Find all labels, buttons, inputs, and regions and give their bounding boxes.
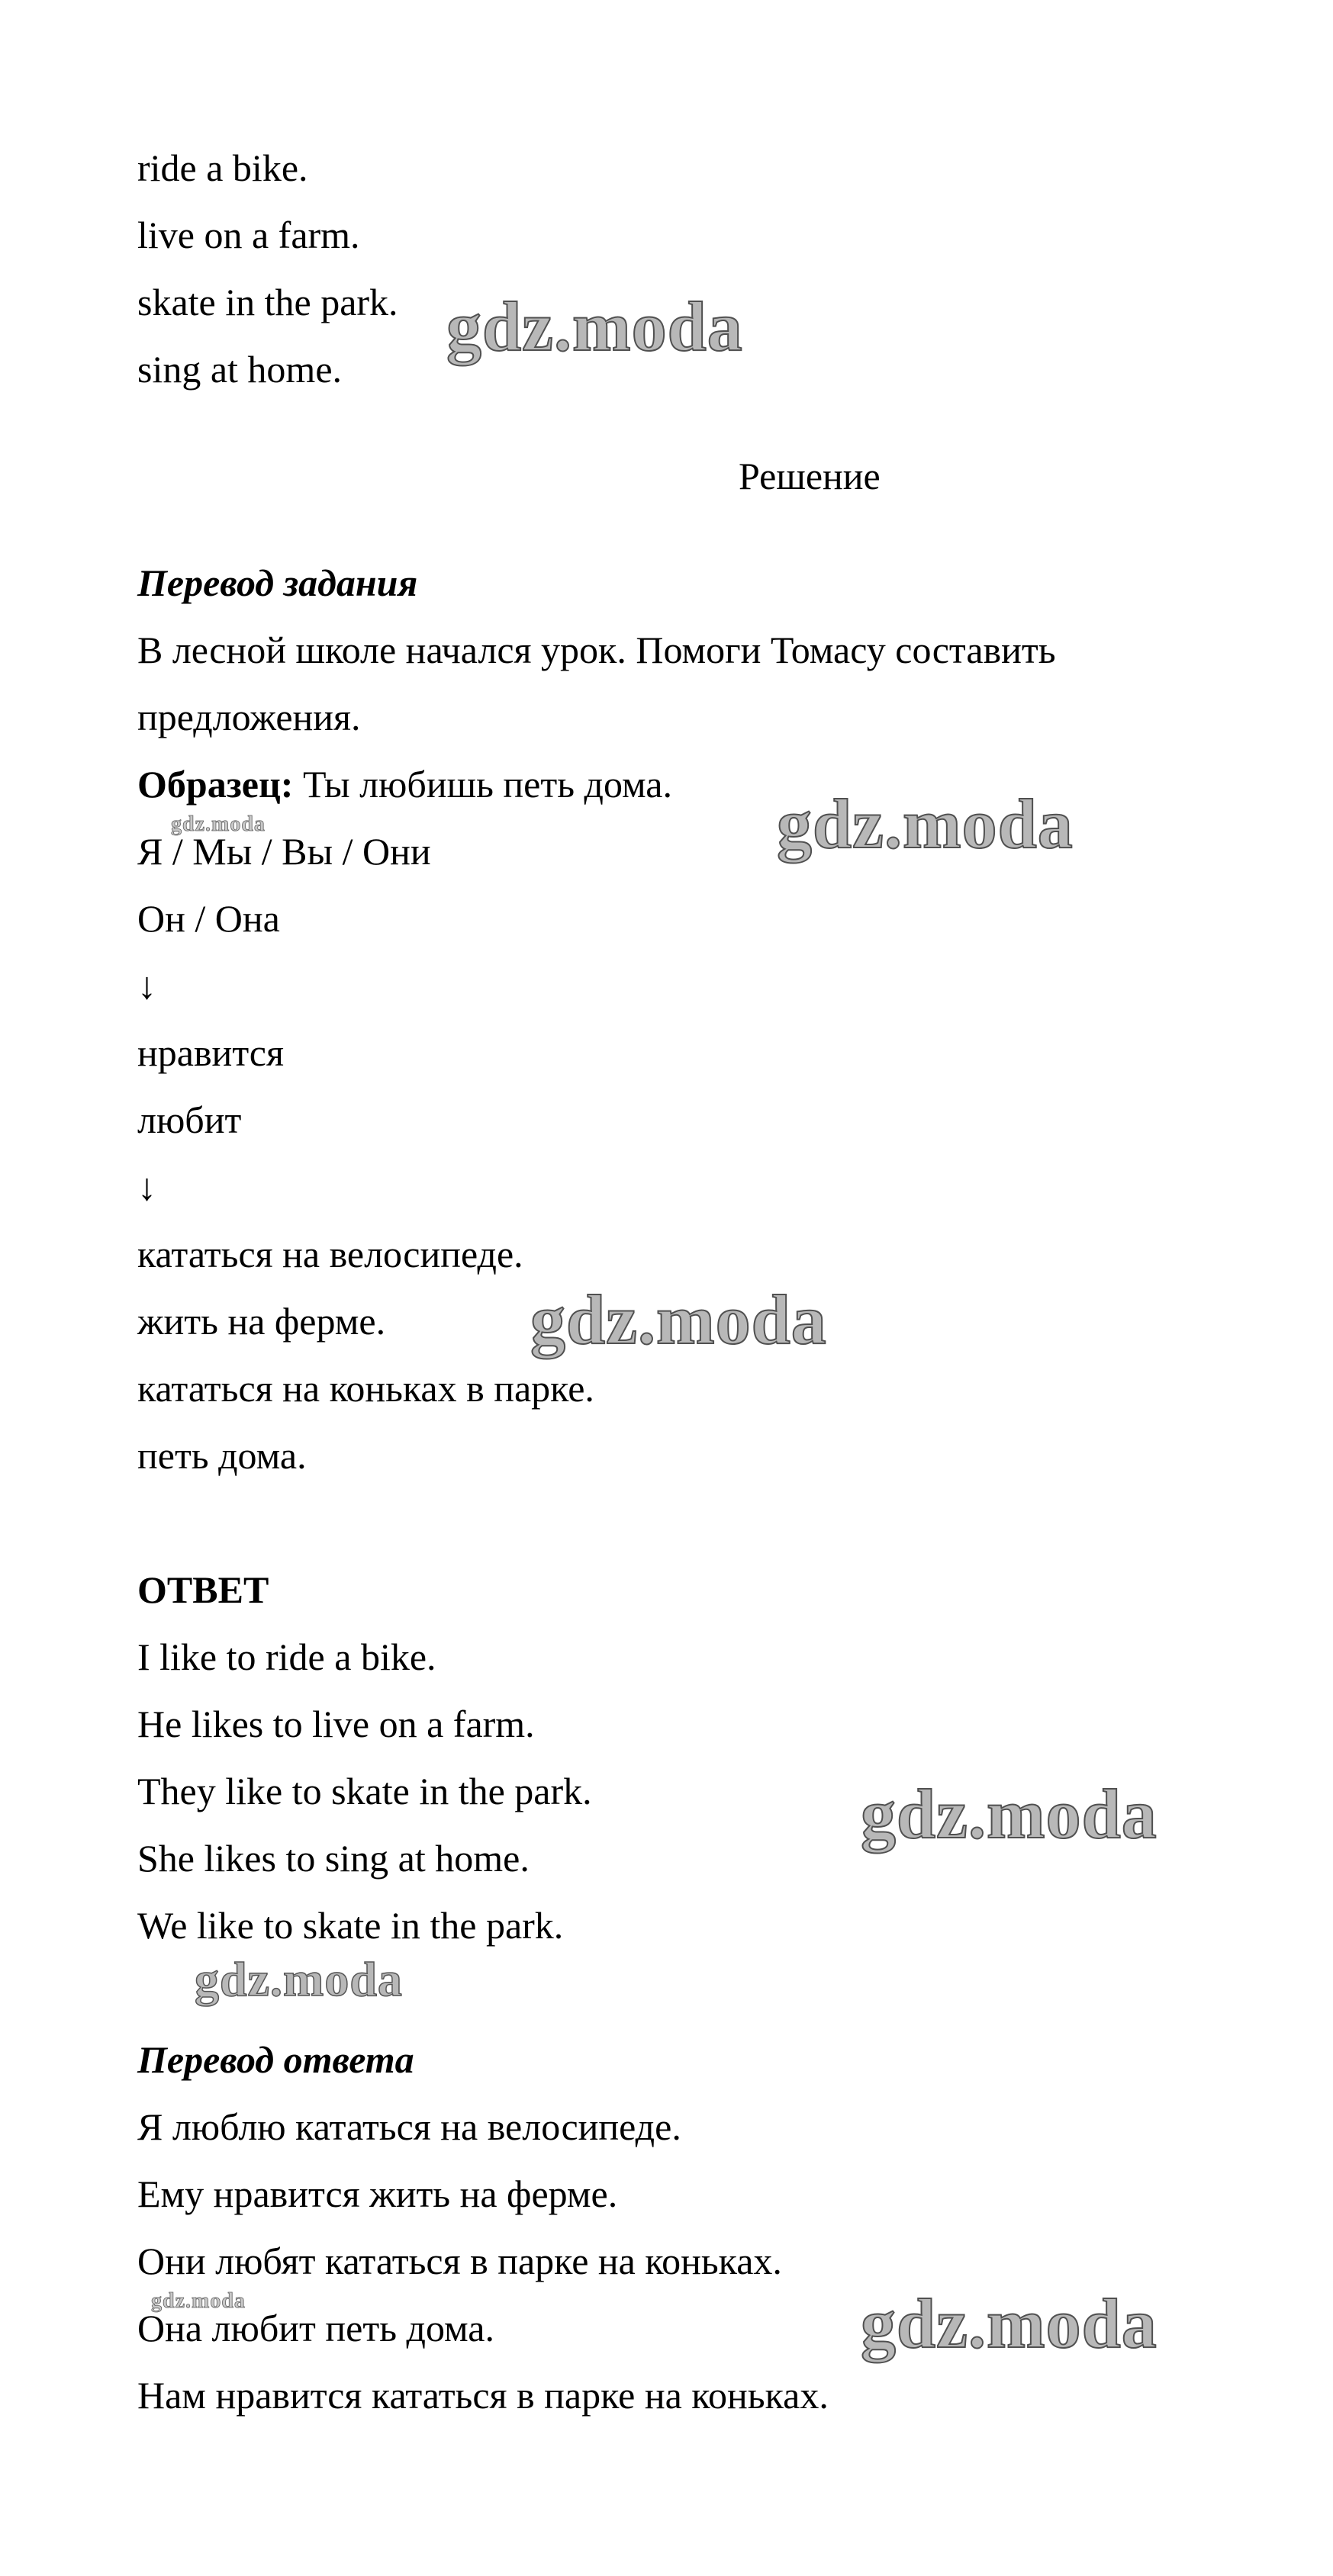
activity-line: кататься на коньках в парке. bbox=[137, 1367, 594, 1410]
activity-line: петь дома. bbox=[137, 1434, 307, 1477]
sample-text: Ты любишь петь дома. bbox=[293, 763, 672, 806]
down-arrow: ↓ bbox=[137, 964, 156, 1007]
watermark: gdz.moda bbox=[151, 2289, 246, 2313]
task-intro-line: предложения. bbox=[137, 696, 361, 738]
watermark: gdz.moda bbox=[861, 2285, 1158, 2362]
sample-label: Образец: bbox=[137, 763, 294, 806]
watermark: gdz.moda bbox=[530, 1281, 827, 1359]
activity-line: жить на ферме. bbox=[137, 1300, 386, 1343]
task-line: sing at home. bbox=[137, 348, 343, 391]
subjects-line: Он / Она bbox=[137, 897, 280, 940]
sample-line bbox=[137, 761, 672, 807]
answer-line: We like to skate in the park. bbox=[137, 1904, 564, 1947]
watermark: gdz.moda bbox=[171, 812, 266, 836]
answer-translation-line: Они любят кататься в парке на коньках. bbox=[137, 2240, 782, 2282]
solution-heading: Решение bbox=[739, 455, 881, 497]
watermark: gdz.moda bbox=[195, 1952, 403, 2006]
subjects-line: Я / Мы / Вы / Они bbox=[137, 830, 431, 873]
watermark: gdz.moda bbox=[777, 785, 1074, 863]
answer-translation-line: Ему нравится жить на ферме. bbox=[137, 2172, 618, 2215]
down-arrow: ↓ bbox=[137, 1166, 156, 1208]
answer-translation-heading: Перевод ответа bbox=[137, 2038, 414, 2081]
task-line: live on a farm. bbox=[137, 214, 360, 256]
answer-line: I like to ride a bike. bbox=[137, 1635, 436, 1678]
answer-line: She likes to sing at home. bbox=[137, 1837, 530, 1880]
task-line: ride a bike. bbox=[137, 146, 308, 189]
verb-line: нравится bbox=[137, 1031, 284, 1074]
answer-line: They like to skate in the park. bbox=[137, 1770, 592, 1812]
verb-line: любит bbox=[137, 1098, 242, 1141]
answer-translation-line: Я люблю кататься на велосипеде. bbox=[137, 2105, 681, 2148]
translation-task-heading: Перевод задания bbox=[137, 561, 418, 604]
answer-translation-line: Она любит петь дома. bbox=[137, 2307, 494, 2349]
task-line: skate in the park. bbox=[137, 281, 398, 323]
answer-heading: ОТВЕТ bbox=[137, 1568, 269, 1611]
watermark: gdz.moda bbox=[861, 1775, 1158, 1853]
answer-translation-line: Нам нравится кататься в парке на коньках. bbox=[137, 2374, 829, 2417]
watermark: gdz.moda bbox=[446, 288, 743, 365]
answer-line: He likes to live on a farm. bbox=[137, 1703, 535, 1745]
task-intro-line: В лесной школе начался урок. Помоги Томасу составить bbox=[137, 629, 1056, 671]
activity-line: кататься на велосипеде. bbox=[137, 1233, 523, 1275]
